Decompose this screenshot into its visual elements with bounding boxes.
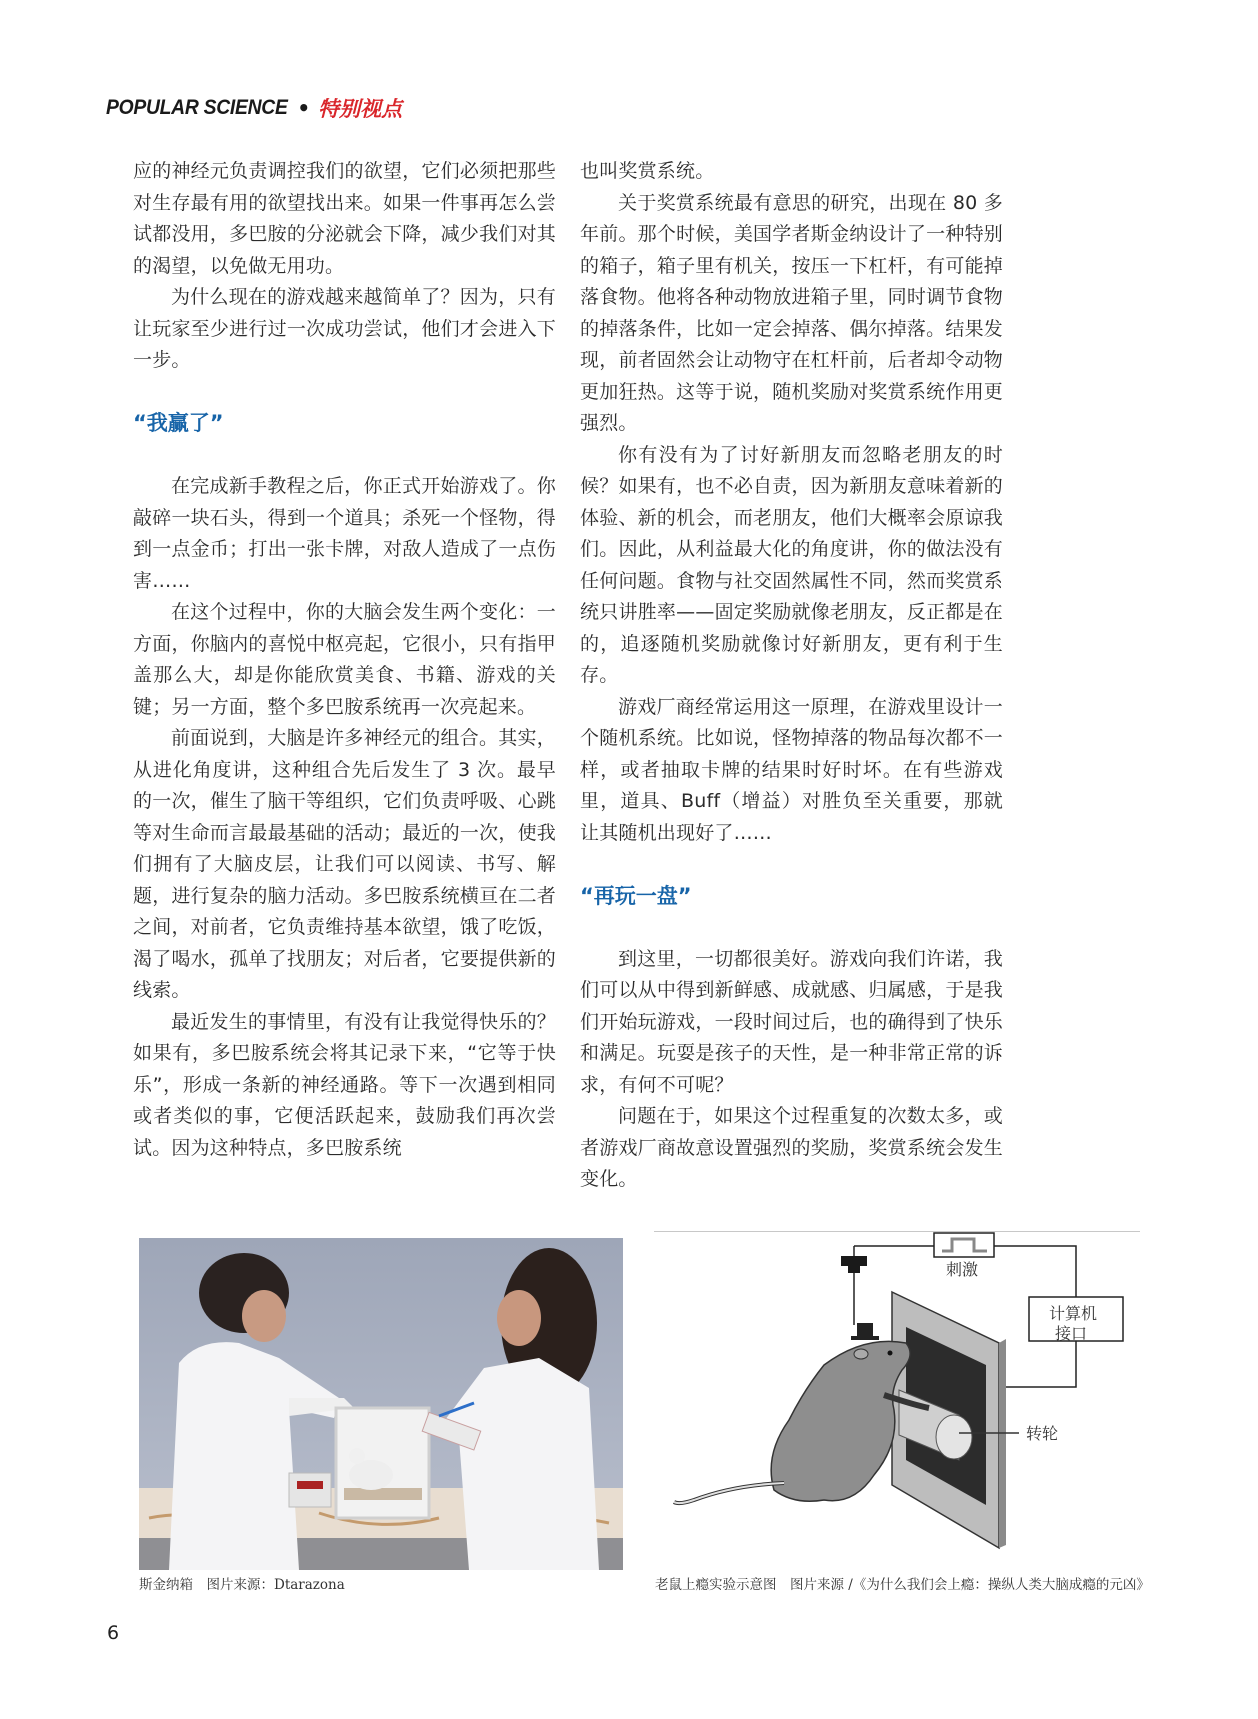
label-wheel: 转轮	[1026, 1424, 1059, 1443]
section-label: 特别视点	[318, 97, 403, 121]
figure-caption-left: 斯金纳箱 图片来源：Dtarazona	[139, 1577, 345, 1593]
paragraph: 在完成新手教程之后，你正式开始游戏了。你敲碎一块石头，得到一个道具；杀死一个怪物，得到一点金币；打出一张卡牌，对敌人造成了一点伤害……	[133, 475, 556, 592]
paragraph: 游戏厂商经常运用这一原理，在游戏里设计一个随机系统。比如说，怪物掉落的物品每次都不一样，或者抽取卡牌的结果时好时坏。在有些游戏里，道具、Buff（增益）对胜负至关重要，那就让其随机出现好了……	[580, 695, 1003, 844]
paragraph: 在这个过程中，你的大脑会发生两个变化：一方面，你脑内的喜悦中枢亮起，它很小，只有指甲盖那么大，却是你能欣赏美食、书籍、游戏的关键；另一方面，整个多巴胺系统再一次亮起来。	[133, 601, 556, 718]
paragraph: 关于奖赏系统最有意思的研究，出现在 80 多年前。那个时候，美国学者斯金纳设计了一种特别的箱子，箱子里有机关，按压一下杠杆，有可能掉落食物。他将各种动物放进箱子里，同时调节食物的掉落条件，比如一定会掉落、偶尔掉落。结果发现，前者固然会让动物守在杠杆前，后者却令动物更加狂热。这等于说，随机奖励对奖赏系统作用更强烈。	[580, 191, 1003, 434]
label-computer-line1: 计算机	[1049, 1304, 1098, 1323]
magazine-brand: POPULAR SCIENCE	[106, 96, 288, 119]
left-column	[133, 156, 556, 1164]
paragraph: 你有没有为了讨好新朋友而忽略老朋友的时候？如果有，也不必自责，因为新朋友意味着新的体验、新的机会，而老朋友，他们大概率会原谅我们。因此，从利益最大化的角度讲，你的做法没有任何问题。食物与社交固然属性不同，然而奖赏系统只讲胜率——固定奖励就像老朋友，反正都是在的，追逐随机奖励就像讨好新朋友，更有利于生存。	[580, 443, 1003, 686]
paragraph: 问题在于，如果这个过程重复的次数太多，或者游戏厂商故意设置强烈的奖励，奖赏系统会发生变化。	[580, 1105, 1003, 1190]
section-heading: “我赢了”	[133, 411, 224, 435]
paragraph: 最近发生的事情里，有没有让我觉得快乐的？如果有，多巴胺系统会将其记录下来，“它等于快乐”，形成一条新的神经通路。等下一次遇到相同或者类似的事，它便活跃起来，鼓励我们再次尝试。因为这种特点，多巴胺系统	[133, 1010, 556, 1159]
paragraph: 应的神经元负责调控我们的欲望，它们必须把那些对生存最有用的欲望找出来。如果一件事再怎么尝试都没用，多巴胺的分泌就会下降，减少我们对其的渴望，以免做无用功。	[133, 160, 556, 277]
running-header	[106, 92, 402, 124]
paragraph: 到这里，一切都很美好。游戏向我们许诺，我们可以从中得到新鲜感、成就感、归属感，于是我们开始玩游戏，一段时间过后，也的确得到了快乐和满足。玩耍是孩子的天性，是一种非常正常的诉求，有何不可呢？	[580, 947, 1003, 1096]
figure-caption-right: 老鼠上瘾实验示意图 图片来源 /《为什么我们会上瘾：操纵人类大脑成瘾的元凶》	[655, 1577, 1150, 1593]
label-stimulus: 刺激	[946, 1260, 979, 1279]
skinner-box-photo	[139, 1238, 623, 1570]
rat-experiment-diagram	[654, 1215, 1141, 1570]
right-column	[580, 156, 1003, 1196]
photo-illustration	[139, 1238, 623, 1570]
diagram-illustration	[654, 1215, 1141, 1570]
paragraph: 前面说到，大脑是许多神经元的组合。其实，从进化角度讲，这种组合先后发生了 3 次。最早的一次，催生了脑干等组织，它们负责呼吸、心跳等对生命而言最最基础的活动；最近的一次，使我们拥有了大脑皮层，让我们可以阅读、书写、解题，进行复杂的脑力活动。多巴胺系统横亘在二者之间，对前者，它负责维持基本欲望，饿了吃饭，渴了喝水，孤单了找朋友；对后者，它要提供新的线索。	[133, 727, 556, 1001]
section-heading: “再玩一盘”	[580, 883, 692, 908]
header-separator: •	[297, 96, 311, 120]
paragraph: 为什么现在的游戏越来越简单了？因为，只有让玩家至少进行过一次成功尝试，他们才会进入下一步。	[133, 286, 556, 371]
paragraph: 也叫奖赏系统。	[580, 160, 715, 182]
page-number: 6	[107, 1622, 120, 1644]
label-computer-line2: 接口	[1055, 1324, 1088, 1343]
